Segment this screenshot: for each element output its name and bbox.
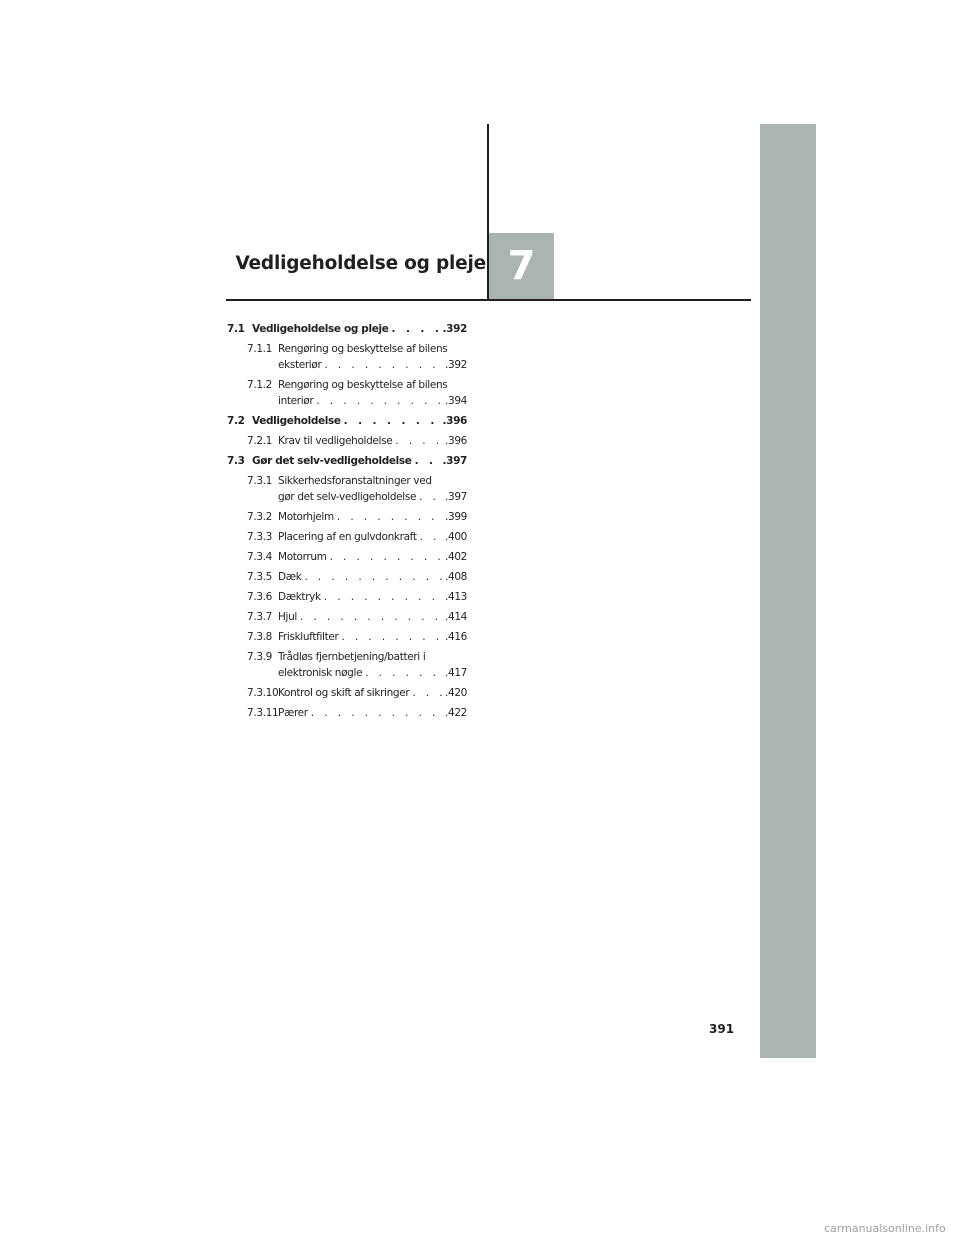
toc-entry-number: 7.3.6 [247, 591, 272, 603]
toc-entry[interactable] [227, 589, 467, 605]
toc-entry-title: Motorrum [278, 551, 327, 563]
toc-entry[interactable] [227, 705, 467, 721]
toc-entry-title: Vedligeholdelse [252, 415, 341, 427]
toc-entry-number: 7.3.11 [247, 707, 279, 719]
toc-entry[interactable] [227, 685, 467, 701]
toc-entry-number: 7.3.1 [247, 475, 272, 487]
toc-entry[interactable] [227, 569, 467, 585]
toc-entry-number: 7.2.1 [247, 435, 272, 447]
toc-entry-page: .420 [445, 687, 467, 699]
toc-entry-page: .399 [445, 511, 467, 523]
toc-entry[interactable] [227, 549, 467, 565]
toc-entry[interactable] [227, 629, 467, 645]
toc-entry-page: .402 [445, 551, 467, 563]
toc-entry-page: .397 [445, 491, 467, 503]
toc-entry-page: .414 [445, 611, 467, 623]
toc-dot-leader [338, 629, 443, 645]
toc-entry-page: .394 [445, 395, 467, 407]
chapter-side-tab [760, 124, 816, 1058]
toc-dot-leader [321, 589, 443, 605]
toc-dot-leader [416, 489, 443, 505]
toc-dot-leader [362, 665, 443, 681]
toc-entry-title: Vedligeholdelse og pleje [252, 323, 389, 335]
toc-entry-number: 7.3 [227, 455, 245, 467]
toc-entry-page: .397 [442, 455, 467, 467]
toc-entry[interactable] [227, 341, 467, 373]
toc-entry-page: .417 [445, 667, 467, 679]
toc-entry-title: Friskluftfilter [278, 631, 339, 643]
toc-dot-leader [301, 569, 443, 585]
toc-dot-leader [334, 509, 443, 525]
table-of-contents [227, 321, 467, 725]
toc-entry[interactable] [227, 649, 467, 681]
toc-entry-title: interiør [278, 395, 314, 407]
watermark: carmanualsonline.info [824, 1222, 946, 1235]
toc-dot-leader [392, 433, 443, 449]
toc-dot-leader [327, 549, 443, 565]
toc-entry-title: Hjul [278, 611, 297, 623]
chapter-number-box: 7 [489, 233, 554, 299]
toc-entry-title: gør det selv-vedligeholdelse [278, 491, 417, 503]
header-horizontal-rule [226, 299, 751, 301]
chapter-title: Vedligeholdelse og pleje [235, 253, 486, 274]
toc-entry[interactable] [227, 321, 467, 337]
toc-dot-leader [341, 413, 441, 429]
toc-entry[interactable] [227, 377, 467, 409]
toc-entry-page: .408 [445, 571, 467, 583]
toc-entry-number: 7.3.7 [247, 611, 272, 623]
toc-entry-title: Sikkerhedsforanstaltninger ved [278, 475, 432, 487]
toc-entry-page: .416 [445, 631, 467, 643]
toc-entry-number: 7.3.4 [247, 551, 272, 563]
toc-entry-title: Pærer [278, 707, 308, 719]
toc-dot-leader [297, 609, 443, 625]
toc-dot-leader [409, 685, 443, 701]
toc-entry-page: .413 [445, 591, 467, 603]
toc-entry-title: Kontrol og skift af sikringer [278, 687, 410, 699]
toc-entry[interactable] [227, 509, 467, 525]
toc-entry-page: .400 [445, 531, 467, 543]
toc-entry[interactable] [227, 609, 467, 625]
toc-dot-leader [321, 357, 443, 373]
toc-dot-leader [412, 453, 441, 469]
toc-entry-title: Gør det selv-vedligeholdelse [252, 455, 412, 467]
toc-dot-leader [389, 321, 441, 337]
toc-entry-number: 7.3.9 [247, 651, 272, 663]
toc-entry-number: 7.3.3 [247, 531, 272, 543]
toc-dot-leader [308, 705, 443, 721]
toc-entry-number: 7.3.5 [247, 571, 272, 583]
toc-entry-number: 7.3.2 [247, 511, 272, 523]
toc-entry-page: .392 [445, 359, 467, 371]
toc-entry-title: Krav til vedligeholdelse [278, 435, 393, 447]
toc-entry-number: 7.1.1 [247, 343, 272, 355]
toc-dot-leader [417, 529, 443, 545]
toc-entry-page: .422 [445, 707, 467, 719]
toc-dot-leader [313, 393, 443, 409]
toc-entry-number: 7.2 [227, 415, 245, 427]
toc-entry-number: 7.1.2 [247, 379, 272, 391]
toc-entry-title: Placering af en gulvdonkraft [278, 531, 417, 543]
toc-entry-number: 7.1 [227, 323, 245, 335]
page-number: 391 [709, 1022, 735, 1036]
toc-entry-title: elektronisk nøgle [278, 667, 363, 679]
toc-entry-page: .396 [442, 415, 467, 427]
toc-entry[interactable] [227, 473, 467, 505]
toc-entry-title: Rengøring og beskyttelse af bilens [278, 343, 448, 355]
toc-entry-page: .392 [442, 323, 467, 335]
toc-entry-title: Trådløs fjernbetjening/batteri i [278, 651, 426, 663]
toc-entry-title: Dæktryk [278, 591, 321, 603]
toc-entry-title: eksteriør [278, 359, 322, 371]
toc-entry-page: .396 [445, 435, 467, 447]
toc-entry-number: 7.3.8 [247, 631, 272, 643]
toc-entry-title: Motorhjelm [278, 511, 334, 523]
toc-entry[interactable] [227, 413, 467, 429]
toc-entry[interactable] [227, 433, 467, 449]
toc-entry-number: 7.3.10 [247, 687, 279, 699]
toc-entry-title: Dæk [278, 571, 302, 583]
toc-entry-title: Rengøring og beskyttelse af bilens [278, 379, 448, 391]
toc-entry[interactable] [227, 453, 467, 469]
toc-entry[interactable] [227, 529, 467, 545]
